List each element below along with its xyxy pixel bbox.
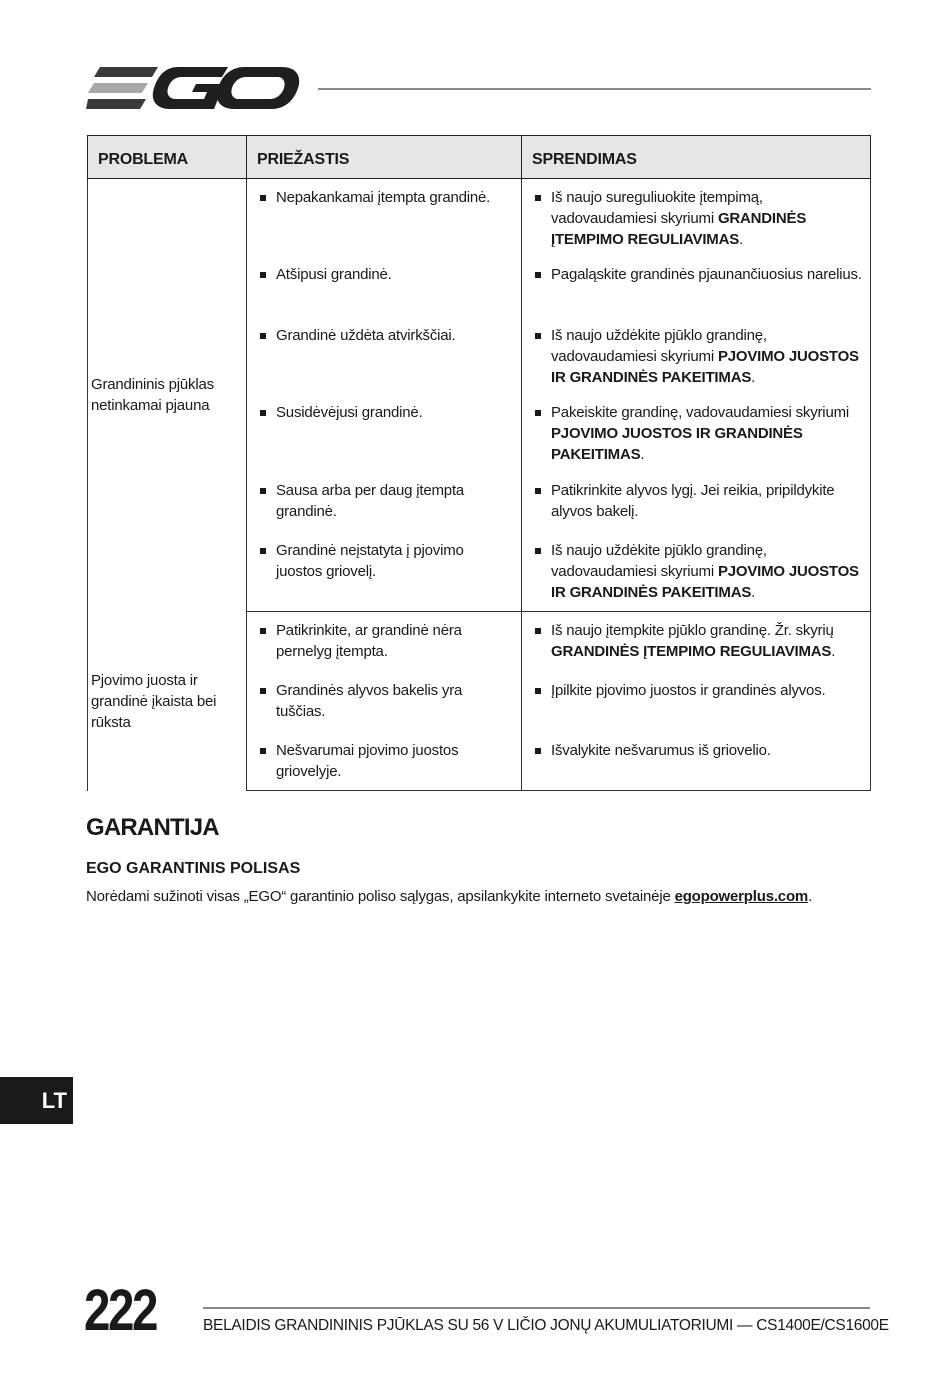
solution-item: Išvalykite nešvarumus iš griovelio. [522,740,870,761]
footer-rule [203,1307,870,1309]
cause-item: Atšipusi grandinė. [247,264,521,285]
solution-item: Iš naujo sureguliuokite įtempimą, vadovaudamiesi skyriumi GRANDINĖS ĮTEMPIMO REGULIAVIMAS. [522,187,870,250]
troubleshooting-table [87,135,871,791]
solution-item: Patikrinkite alyvos lygį. Jei reikia, pripildykite alyvos bakelį. [522,480,870,522]
cause-item: Nešvarumai pjovimo juostos griovelyje. [247,740,521,782]
cause-item: Grandinė neįstatyta į pjovimo juostos griovelį. [247,540,521,582]
header-cause: PRIEŽASTIS [247,136,522,179]
problem-cell: Pjovimo juosta ir grandinė įkaista bei rūksta [88,612,247,791]
table-row [88,612,871,681]
solution-item: Iš naujo uždėkite pjūklo grandinę, vadovaudamiesi skyriumi PJOVIMO JUOSTOS IR GRANDINĖS PAKEITIMAS. [522,325,870,388]
cause-item: Nepakankamai įtempta grandinė. [247,187,521,208]
table-row [88,179,871,265]
table-header-row [88,136,871,179]
solution-item: Įpilkite pjovimo juostos ir grandinės alyvos. [522,680,870,701]
language-tab: LT [0,1077,73,1124]
cause-item: Grandinės alyvos bakelis yra tuščias. [247,680,521,722]
solution-item: Iš naujo įtempkite pjūklo grandinę. Žr. skyrių GRANDINĖS ĮTEMPIMO REGULIAVIMAS. [522,620,870,662]
cause-item: Grandinė uždėta atvirkščiai. [247,325,521,346]
problem-cell: Grandininis pjūklas netinkamai pjauna [88,179,247,612]
warranty-link[interactable]: egopowerplus.com [674,888,809,905]
cause-item: Patikrinkite, ar grandinė nėra pernelyg įtempta. [247,620,521,662]
warranty-text: Norėdami sužinoti visas „EGO“ garantinio poliso sąlygas, apsilankykite interneto svetainėje egopowerplus.com. [86,888,813,905]
page-number: 222 [84,1278,156,1343]
warranty-heading: GARANTIJA [86,814,219,841]
footer-title: BELAIDIS GRANDININIS PJŪKLAS SU 56 V LIČIO JONŲ AKUMULIATORIUMI — CS1400E/CS1600E [203,1317,889,1334]
header-solution: SPRENDIMAS [522,136,871,179]
ego-logo [86,62,300,114]
solution-item: Pagaląskite grandinės pjaunančiuosius narelius. [522,264,870,285]
solution-item: Iš naujo uždėkite pjūklo grandinę, vadovaudamiesi skyriumi PJOVIMO JUOSTOS IR GRANDINĖS PAKEITIMAS. [522,540,870,603]
solution-item: Pakeiskite grandinę, vadovaudamiesi skyriumi PJOVIMO JUOSTOS IR GRANDINĖS PAKEITIMAS. [522,402,870,465]
header-rule [318,88,871,90]
cause-item: Sausa arba per daug įtempta grandinė. [247,480,521,522]
cause-item: Susidėvėjusi grandinė. [247,402,521,423]
warranty-subheading: EGO GARANTINIS POLISAS [86,860,301,877]
header-problem: PROBLEMA [88,136,247,179]
